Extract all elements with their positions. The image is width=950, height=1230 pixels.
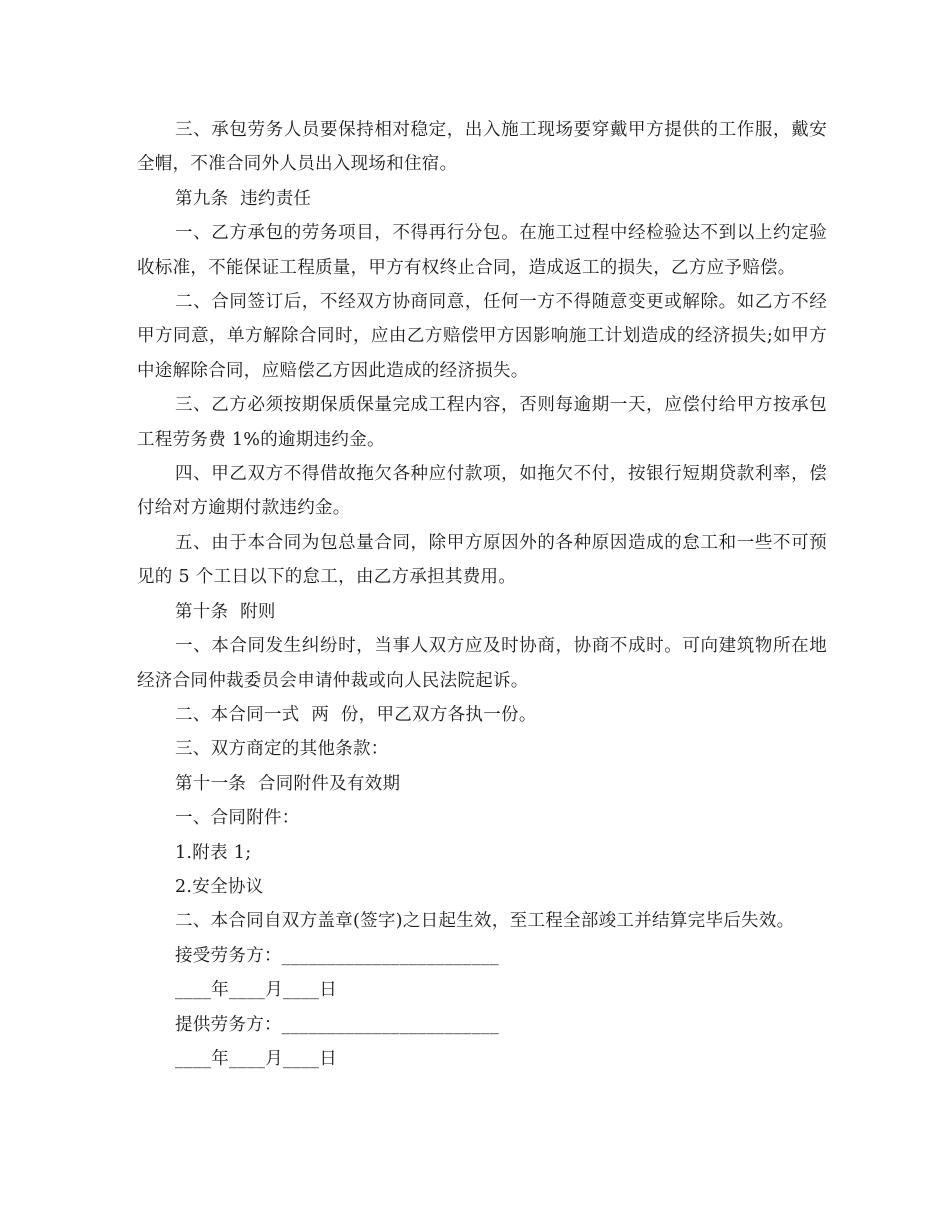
breach-clause-5: 五、由于本合同为包总量合同，除甲方原因外的各种原因造成的怠工和一些不可预见的 5 个工日以下的怠工，由乙方承担其费用。	[137, 532, 827, 588]
article-9-heading: 第九条 违约责任	[175, 188, 312, 209]
provider-signature-line: 提供劳务方：________________________	[175, 1014, 499, 1035]
receiver-date-line: ____年____月____日	[175, 980, 337, 1001]
breach-clause-4: 四、甲乙双方不得借故拖欠各种应付款项，如拖欠不付，按银行短期贷款利率，偿付给对方逾期付款违约金。	[137, 464, 827, 519]
effective-clause: 二、本合同自双方盖章(签字)之日起生效，至工程全部竣工并结算完毕后失效。	[175, 911, 795, 932]
article-11-heading: 第十一条 合同附件及有效期	[175, 773, 401, 794]
attachment-item-1: 1.附表 1;	[175, 842, 252, 863]
breach-clause-2: 二、合同签订后，不经双方协商同意，任何一方不得随意变更或解除。如乙方不经甲方同意，单方解除合同时，应由乙方赔偿甲方因影响施工计划造成的经济损失;如甲方中途解除合同，应赔偿乙方因此造成的经济损失。	[137, 292, 827, 381]
breach-clause-3: 三、乙方必须按期保质保量完成工程内容，否则每逾期一天，应偿付给甲方按承包工程劳务费 1%的逾期违约金。	[137, 395, 827, 450]
clause-3-paragraph: 三、承包劳务人员要保持相对稳定，出入施工现场要穿戴甲方提供的工作服，戴安全帽，不准合同外人员出入现场和住宿。	[137, 120, 827, 175]
attachments-heading: 一、合同附件：	[175, 808, 300, 829]
supplementary-clause-3: 三、双方商定的其他条款：	[175, 739, 389, 760]
supplementary-clause-2: 二、本合同一式 两 份，甲乙双方各执一份。	[175, 704, 537, 725]
provider-date-line: ____年____月____日	[175, 1048, 337, 1069]
breach-clause-1: 一、乙方承包的劳务项目，不得再行分包。在施工过程中经检验达不到以上约定验收标准，不能保证工程质量，甲方有权终止合同，造成返工的损失，乙方应予赔偿。	[137, 223, 827, 278]
supplementary-clause-1: 一、本合同发生纠纷时，当事人双方应及时协商，协商不成时。可向建筑物所在地经济合同仲裁委员会申请仲裁或向人民法院起诉。	[137, 636, 827, 691]
article-10-heading: 第十条 附则	[175, 601, 276, 622]
attachment-item-2: 2.安全协议	[175, 876, 264, 897]
receiver-signature-line: 接受劳务方：________________________	[175, 945, 499, 966]
contract-page	[137, 113, 827, 1076]
